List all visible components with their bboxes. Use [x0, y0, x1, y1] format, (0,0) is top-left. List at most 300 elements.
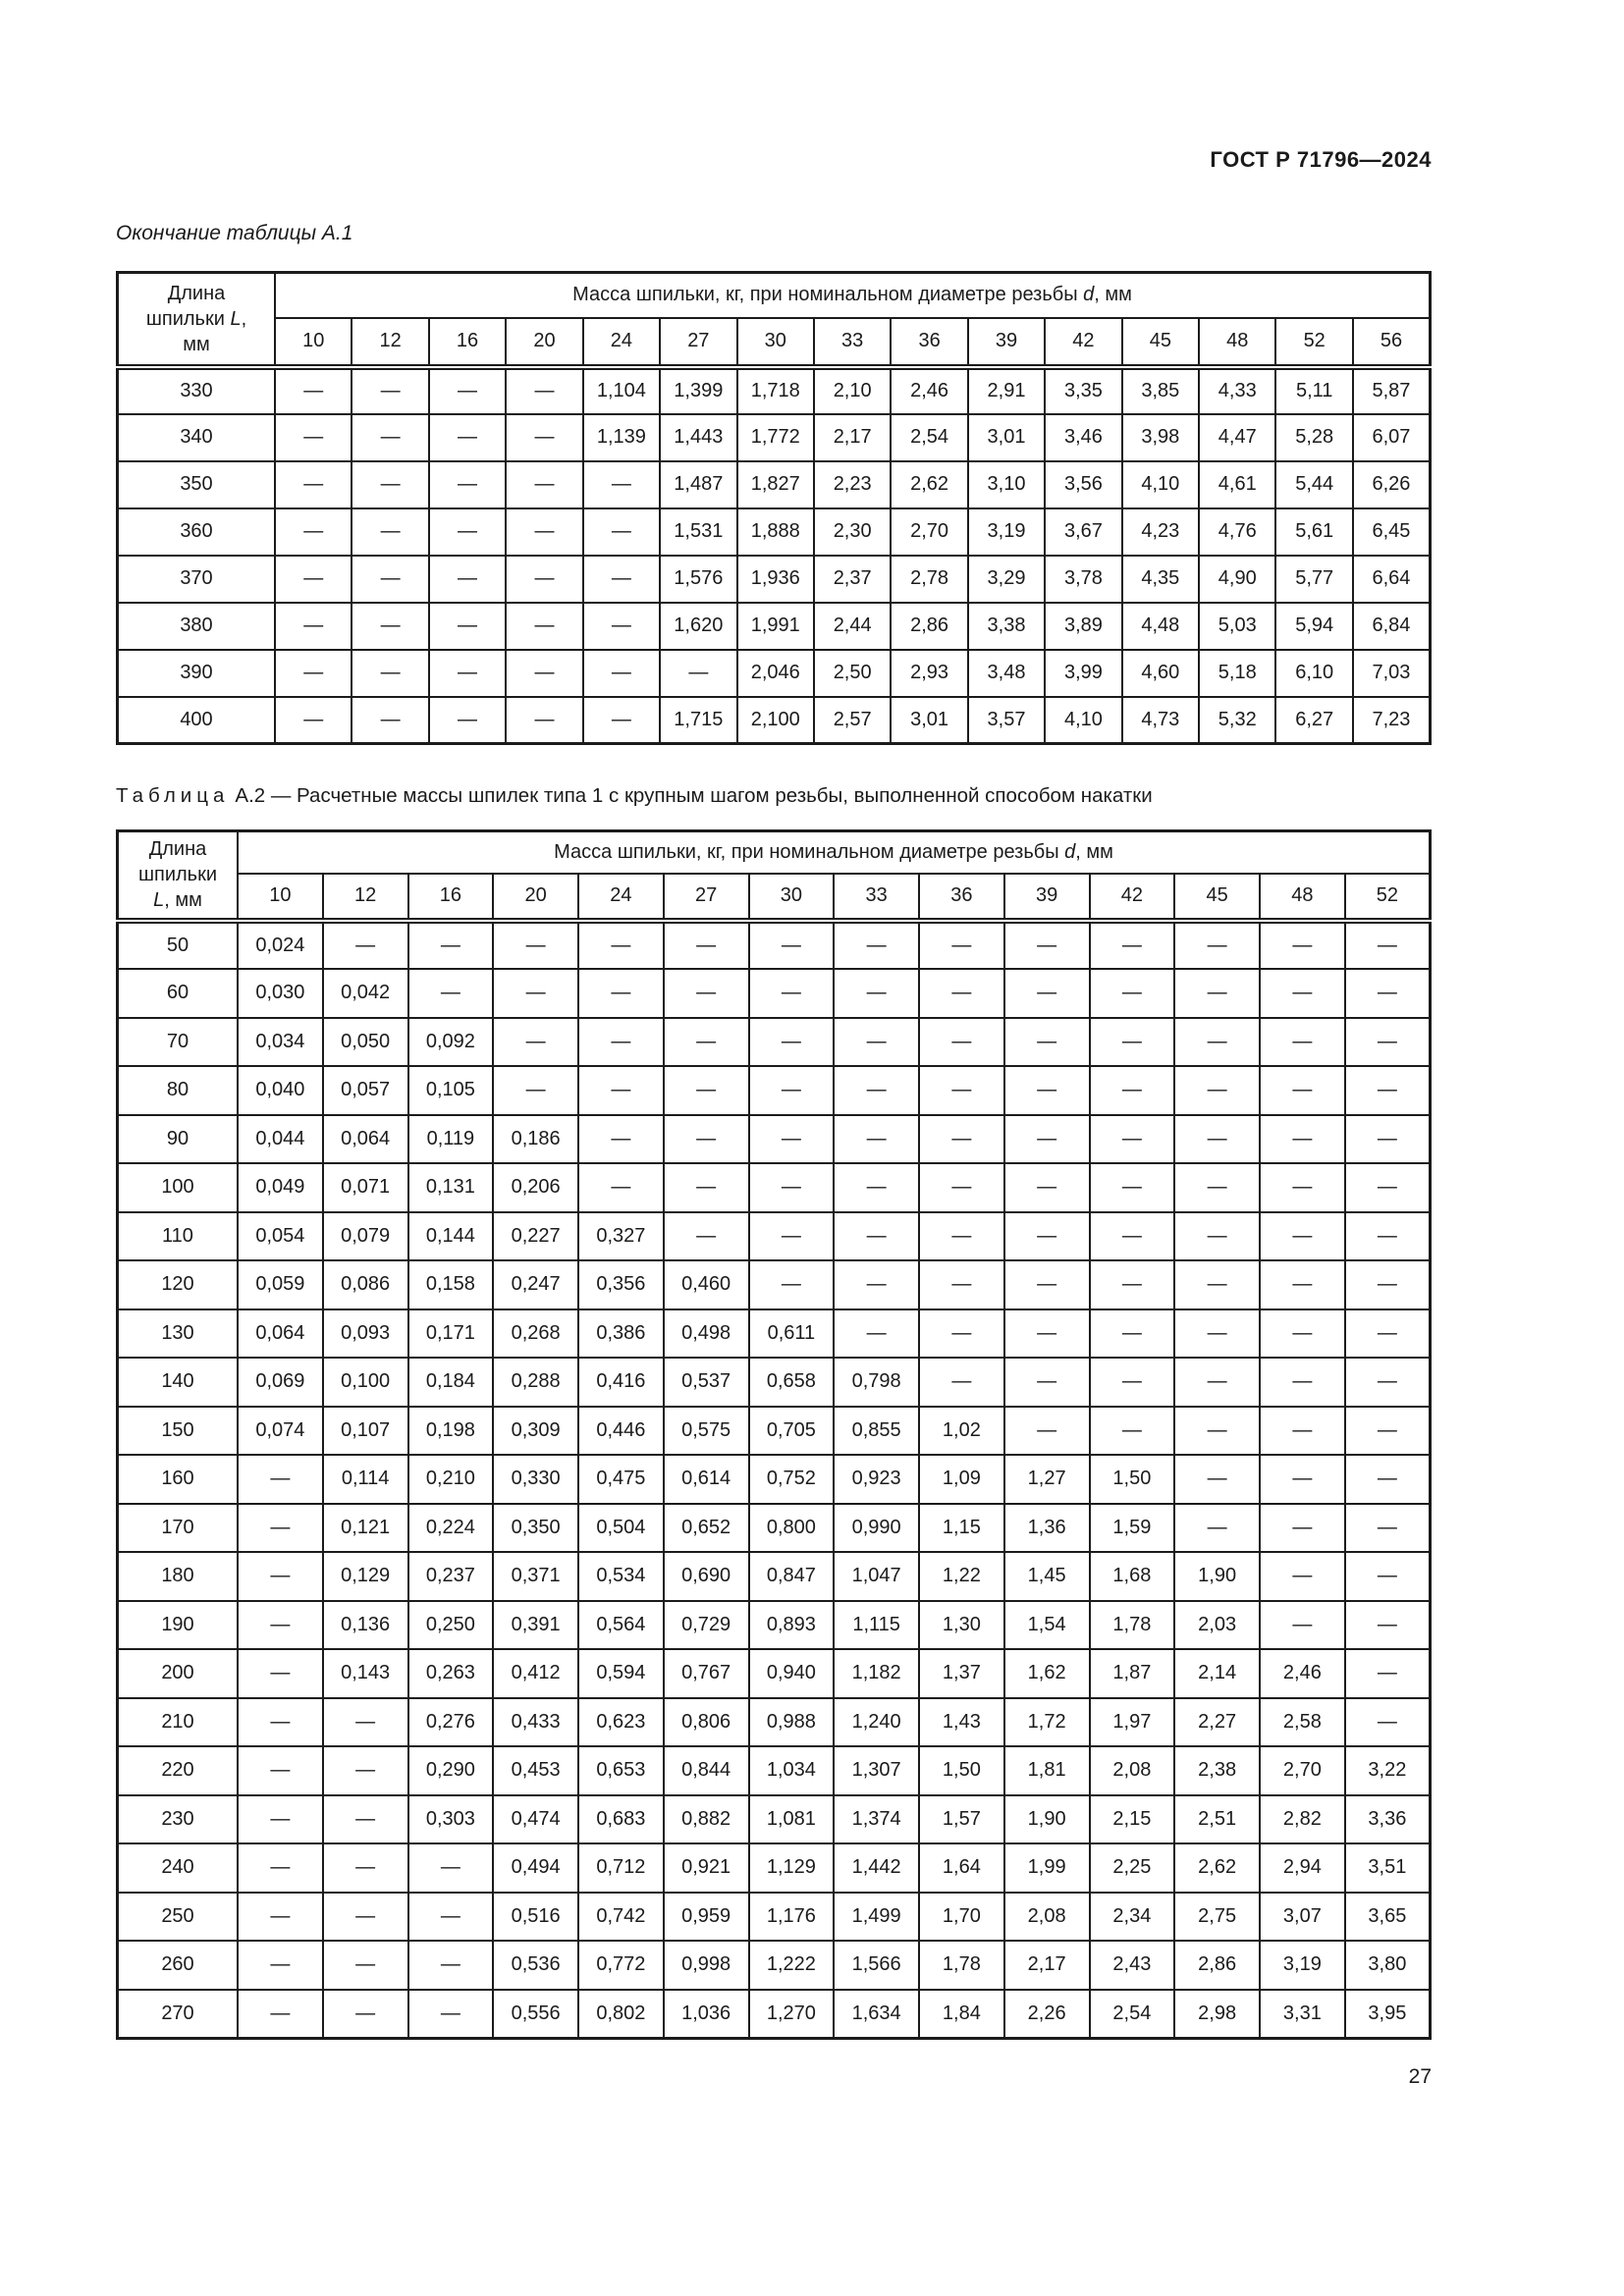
mass-cell: 1,047: [834, 1552, 919, 1601]
mass-cell: —: [919, 1163, 1004, 1212]
mass-cell: 0,263: [408, 1649, 494, 1698]
mass-cell: —: [238, 1649, 323, 1698]
mass-cell: 0,556: [493, 1990, 578, 2039]
table-row: [118, 1601, 1431, 1650]
mass-cell: 1,97: [1090, 1698, 1175, 1747]
length-column-header: [118, 831, 239, 921]
mass-cell: 5,94: [1275, 603, 1352, 650]
length-cell: 260: [118, 1941, 239, 1990]
mass-cell: 6,26: [1353, 461, 1431, 508]
mass-cell: 1,64: [919, 1843, 1004, 1893]
mass-cell: 2,15: [1090, 1795, 1175, 1844]
mass-cell: —: [578, 921, 664, 970]
mass-cell: 1,22: [919, 1552, 1004, 1601]
mass-cell: 0,800: [749, 1504, 835, 1553]
mass-cell: —: [1260, 1407, 1345, 1456]
mass-cell: —: [1345, 1309, 1431, 1359]
mass-cell: 0,475: [578, 1455, 664, 1504]
mass-cell: 1,566: [834, 1941, 919, 1990]
mass-cell: —: [1004, 1358, 1090, 1407]
mass-cell: —: [1004, 1309, 1090, 1359]
mass-cell: 1,827: [737, 461, 814, 508]
mass-cell: 5,44: [1275, 461, 1352, 508]
mass-cell: —: [749, 1066, 835, 1115]
mass-cell: —: [506, 650, 582, 697]
mass-cell: 2,26: [1004, 1990, 1090, 2039]
mass-cell: 0,064: [323, 1115, 408, 1164]
mass-cell: 3,99: [1045, 650, 1121, 697]
mass-cell: —: [238, 1698, 323, 1747]
mass-cell: —: [1090, 969, 1175, 1018]
mass-cell: 1,307: [834, 1746, 919, 1795]
mass-cell: 0,030: [238, 969, 323, 1018]
mass-cell: 0,198: [408, 1407, 494, 1456]
diameter-header-cell: 30: [737, 318, 814, 367]
table-row: [118, 1260, 1431, 1309]
mass-cell: 1,129: [749, 1843, 835, 1893]
mass-cell: 0,453: [493, 1746, 578, 1795]
mass-cell: 0,802: [578, 1990, 664, 2039]
mass-cell: 4,47: [1199, 414, 1275, 461]
mass-cell: 6,10: [1275, 650, 1352, 697]
mass-cell: 0,171: [408, 1309, 494, 1359]
mass-cell: 2,08: [1090, 1746, 1175, 1795]
mass-cell: —: [506, 461, 582, 508]
mass-cell: —: [238, 1843, 323, 1893]
length-cell: 130: [118, 1309, 239, 1359]
mass-cell: 0,536: [493, 1941, 578, 1990]
mass-cell: 4,23: [1122, 508, 1199, 556]
mass-cell: 0,611: [749, 1309, 835, 1359]
mass-cell: —: [506, 603, 582, 650]
length-cell: 180: [118, 1552, 239, 1601]
mass-cell: 3,65: [1345, 1893, 1431, 1942]
mass-cell: —: [1090, 1212, 1175, 1261]
mass-cell: 2,82: [1260, 1795, 1345, 1844]
length-cell: 190: [118, 1601, 239, 1650]
mass-cell: 0,416: [578, 1358, 664, 1407]
mass-cell: —: [408, 1893, 494, 1942]
mass-cell: 1,70: [919, 1893, 1004, 1942]
mass-cell: 6,07: [1353, 414, 1431, 461]
mass-cell: —: [1260, 1212, 1345, 1261]
length-cell: 90: [118, 1115, 239, 1164]
mass-cell: 2,25: [1090, 1843, 1175, 1893]
mass-cell: 0,752: [749, 1455, 835, 1504]
mass-cell: —: [1174, 1358, 1260, 1407]
mass-cell: —: [664, 1115, 749, 1164]
mass-cell: —: [919, 1260, 1004, 1309]
mass-cell: 2,100: [737, 697, 814, 744]
mass-cell: —: [1174, 921, 1260, 970]
mass-cell: —: [1260, 1309, 1345, 1359]
mass-cell: 0,494: [493, 1843, 578, 1893]
diameter-header-cell: 16: [408, 874, 494, 921]
mass-cell: 0,290: [408, 1746, 494, 1795]
diameter-header-cell: 33: [814, 318, 891, 367]
mass-cell: 0,121: [323, 1504, 408, 1553]
mass-cell: 3,36: [1345, 1795, 1431, 1844]
mass-cell: 1,15: [919, 1504, 1004, 1553]
mass-cell: 0,049: [238, 1163, 323, 1212]
diameter-header-cell: 39: [968, 318, 1045, 367]
mass-cell: 0,990: [834, 1504, 919, 1553]
mass-cell: 5,77: [1275, 556, 1352, 603]
table-row: [118, 1843, 1431, 1893]
mass-cell: —: [408, 969, 494, 1018]
mass-cell: —: [834, 1212, 919, 1261]
diameter-header-cell: 10: [238, 874, 323, 921]
mass-cell: —: [919, 1212, 1004, 1261]
mass-cell: 0,658: [749, 1358, 835, 1407]
mass-cell: 2,46: [1260, 1649, 1345, 1698]
mass-cell: —: [1345, 1018, 1431, 1067]
mass-cell: 1,81: [1004, 1746, 1090, 1795]
length-cell: 340: [118, 414, 276, 461]
mass-cell: —: [506, 697, 582, 744]
diameter-header-cell: 39: [1004, 874, 1090, 921]
mass-cell: —: [1090, 1260, 1175, 1309]
mass-cell: —: [583, 508, 660, 556]
mass-cell: —: [664, 969, 749, 1018]
mass-cell: —: [323, 1941, 408, 1990]
mass-cell: 0,534: [578, 1552, 664, 1601]
diameter-header-cell: 33: [834, 874, 919, 921]
mass-cell: —: [408, 1843, 494, 1893]
mass-cell: —: [834, 1163, 919, 1212]
length-header-line: L, мм: [153, 889, 202, 912]
mass-cell: 0,705: [749, 1407, 835, 1456]
mass-cell: 1,718: [737, 367, 814, 414]
mass-cell: 0,564: [578, 1601, 664, 1650]
mass-cell: —: [1345, 1066, 1431, 1115]
mass-cell: 0,504: [578, 1504, 664, 1553]
mass-cell: 5,87: [1353, 367, 1431, 414]
diameter-header-cell: 16: [429, 318, 506, 367]
mass-cell: —: [664, 1018, 749, 1067]
mass-cell: 1,240: [834, 1698, 919, 1747]
length-column-header: [118, 273, 276, 367]
diameter-header-cell: 45: [1122, 318, 1199, 367]
mass-cell: —: [352, 414, 428, 461]
mass-cell: 0,614: [664, 1455, 749, 1504]
mass-cell: —: [1260, 1504, 1345, 1553]
mass-cell: 1,176: [749, 1893, 835, 1942]
diameter-header-cell: 24: [578, 874, 664, 921]
mass-cell: 0,093: [323, 1309, 408, 1359]
mass-cell: —: [1174, 1018, 1260, 1067]
mass-cell: —: [834, 969, 919, 1018]
mass-cell: 3,85: [1122, 367, 1199, 414]
mass-cell: 0,712: [578, 1843, 664, 1893]
mass-cell: 1,888: [737, 508, 814, 556]
mass-cell: 0,474: [493, 1795, 578, 1844]
table-row: [118, 1893, 1431, 1942]
mass-cell: —: [323, 1795, 408, 1844]
mass-cell: 3,38: [968, 603, 1045, 650]
length-cell: 100: [118, 1163, 239, 1212]
mass-cell: —: [238, 1455, 323, 1504]
mass-cell: 1,59: [1090, 1504, 1175, 1553]
mass-cell: —: [749, 1018, 835, 1067]
length-cell: 150: [118, 1407, 239, 1456]
mass-cell: —: [919, 1066, 1004, 1115]
length-cell: 50: [118, 921, 239, 970]
mass-cell: 0,288: [493, 1358, 578, 1407]
mass-cell: 3,78: [1045, 556, 1121, 603]
header-row-top: [118, 831, 1431, 874]
mass-cell: 2,70: [1260, 1746, 1345, 1795]
mass-cell: —: [1345, 1601, 1431, 1650]
mass-cell: 0,988: [749, 1698, 835, 1747]
mass-cell: 3,19: [1260, 1941, 1345, 1990]
mass-cell: 0,940: [749, 1649, 835, 1698]
mass-cell: 0,079: [323, 1212, 408, 1261]
mass-cell: 0,412: [493, 1649, 578, 1698]
table-row: [118, 1163, 1431, 1212]
mass-cell: 0,044: [238, 1115, 323, 1164]
mass-cell: —: [1174, 1115, 1260, 1164]
length-cell: 270: [118, 1990, 239, 2039]
mass-cell: 1,442: [834, 1843, 919, 1893]
mass-cell: —: [1004, 1163, 1090, 1212]
mass-cell: 0,767: [664, 1649, 749, 1698]
mass-cell: 0,074: [238, 1407, 323, 1456]
table-row: [118, 650, 1431, 697]
table-row: [118, 367, 1431, 414]
mass-cell: 5,32: [1199, 697, 1275, 744]
mass-cell: 0,247: [493, 1260, 578, 1309]
mass-cell: 1,634: [834, 1990, 919, 2039]
mass-cell: 1,443: [660, 414, 736, 461]
mass-cell: —: [506, 414, 582, 461]
table-a1: [116, 271, 1432, 745]
mass-cell: 0,064: [238, 1309, 323, 1359]
document-code: ГОСТ Р 71796—2024: [1210, 147, 1432, 172]
length-cell: 240: [118, 1843, 239, 1893]
table-row: [118, 1309, 1431, 1359]
mass-cell: 0,186: [493, 1115, 578, 1164]
mass-cell: —: [493, 1066, 578, 1115]
mass-cell: —: [1004, 1018, 1090, 1067]
mass-cell: 1,57: [919, 1795, 1004, 1844]
mass-cell: 1,72: [1004, 1698, 1090, 1747]
mass-cell: 0,575: [664, 1407, 749, 1456]
mass-cell: —: [749, 1212, 835, 1261]
mass-cell: 4,76: [1199, 508, 1275, 556]
table-row: [118, 1795, 1431, 1844]
mass-cell: —: [506, 367, 582, 414]
mass-cell: 0,024: [238, 921, 323, 970]
mass-cell: —: [238, 1552, 323, 1601]
mass-cell: 4,61: [1199, 461, 1275, 508]
mass-cell: —: [1090, 1309, 1175, 1359]
mass-cell: —: [578, 1066, 664, 1115]
mass-cell: —: [834, 921, 919, 970]
mass-cell: 1,081: [749, 1795, 835, 1844]
mass-cell: 3,80: [1345, 1941, 1431, 1990]
mass-cell: 1,104: [583, 367, 660, 414]
mass-cell: 0,184: [408, 1358, 494, 1407]
mass-cell: —: [408, 921, 494, 970]
table-row: [118, 1941, 1431, 1990]
diameter-header-cell: 12: [323, 874, 408, 921]
mass-cell: 3,46: [1045, 414, 1121, 461]
length-cell: 400: [118, 697, 276, 744]
mass-cell: 0,050: [323, 1018, 408, 1067]
mass-cell: 0,136: [323, 1601, 408, 1650]
mass-cell: 3,98: [1122, 414, 1199, 461]
length-cell: 60: [118, 969, 239, 1018]
mass-cell: —: [238, 1601, 323, 1650]
mass-cell: —: [429, 414, 506, 461]
mass-cell: —: [660, 650, 736, 697]
mass-cell: —: [1260, 1552, 1345, 1601]
mass-cell: 2,62: [891, 461, 967, 508]
mass-cell: —: [1004, 1212, 1090, 1261]
diameter-header-cell: 48: [1260, 874, 1345, 921]
mass-cell: 1,991: [737, 603, 814, 650]
mass-cell: 1,139: [583, 414, 660, 461]
mass-cell: 0,129: [323, 1552, 408, 1601]
mass-cell: —: [1004, 921, 1090, 970]
mass-cell: 1,45: [1004, 1552, 1090, 1601]
table-row: [118, 1066, 1431, 1115]
mass-cell: —: [1345, 921, 1431, 970]
mass-cell: 1,034: [749, 1746, 835, 1795]
mass-cell: 0,847: [749, 1552, 835, 1601]
length-header-line: мм: [183, 333, 210, 355]
mass-cell: —: [1345, 1358, 1431, 1407]
mass-cell: 0,143: [323, 1649, 408, 1698]
mass-cell: —: [664, 1163, 749, 1212]
mass-cell: 4,10: [1122, 461, 1199, 508]
mass-cell: 0,224: [408, 1504, 494, 1553]
mass-cell: 1,90: [1174, 1552, 1260, 1601]
mass-cell: 2,046: [737, 650, 814, 697]
table-a1-continuation-caption: Окончание таблицы А.1: [116, 222, 353, 244]
diameter-header-row: [118, 318, 1431, 367]
mass-cell: 1,84: [919, 1990, 1004, 2039]
length-cell: 370: [118, 556, 276, 603]
table-row: [118, 1115, 1431, 1164]
length-cell: 120: [118, 1260, 239, 1309]
mass-cell: 3,95: [1345, 1990, 1431, 2039]
mass-cell: 0,516: [493, 1893, 578, 1942]
mass-cell: 2,10: [814, 367, 891, 414]
mass-cell: 1,36: [1004, 1504, 1090, 1553]
mass-cell: —: [1260, 1260, 1345, 1309]
mass-span-header: Масса шпильки, кг, при номинальном диаметре резьбы d, мм: [275, 273, 1431, 318]
mass-cell: 3,67: [1045, 508, 1121, 556]
mass-cell: —: [1174, 1163, 1260, 1212]
mass-cell: —: [429, 697, 506, 744]
mass-cell: 2,54: [1090, 1990, 1175, 2039]
mass-cell: 0,071: [323, 1163, 408, 1212]
mass-cell: 2,75: [1174, 1893, 1260, 1942]
mass-cell: —: [834, 1309, 919, 1359]
mass-cell: 0,386: [578, 1309, 664, 1359]
mass-cell: 0,798: [834, 1358, 919, 1407]
diameter-header-cell: 27: [660, 318, 736, 367]
mass-cell: 0,690: [664, 1552, 749, 1601]
mass-cell: —: [323, 1893, 408, 1942]
mass-cell: 1,54: [1004, 1601, 1090, 1650]
mass-cell: 3,89: [1045, 603, 1121, 650]
mass-cell: —: [583, 556, 660, 603]
mass-cell: 6,84: [1353, 603, 1431, 650]
mass-cell: 5,11: [1275, 367, 1352, 414]
mass-cell: 3,01: [891, 697, 967, 744]
mass-cell: 0,054: [238, 1212, 323, 1261]
mass-cell: 0,959: [664, 1893, 749, 1942]
diameter-header-cell: 20: [506, 318, 582, 367]
mass-cell: 5,03: [1199, 603, 1275, 650]
mass-cell: 1,936: [737, 556, 814, 603]
mass-cell: —: [919, 1018, 1004, 1067]
mass-cell: 0,998: [664, 1941, 749, 1990]
mass-cell: 0,144: [408, 1212, 494, 1261]
mass-cell: —: [506, 556, 582, 603]
mass-cell: —: [1004, 1115, 1090, 1164]
mass-cell: 1,37: [919, 1649, 1004, 1698]
mass-cell: 0,086: [323, 1260, 408, 1309]
mass-cell: 3,07: [1260, 1893, 1345, 1942]
mass-cell: 1,620: [660, 603, 736, 650]
length-cell: 250: [118, 1893, 239, 1942]
table-row: [118, 697, 1431, 744]
mass-cell: —: [749, 1163, 835, 1212]
mass-cell: —: [1174, 1260, 1260, 1309]
mass-cell: 2,44: [814, 603, 891, 650]
table-row: [118, 1552, 1431, 1601]
diameter-header-cell: 56: [1353, 318, 1431, 367]
mass-cell: 2,08: [1004, 1893, 1090, 1942]
mass-cell: 7,03: [1353, 650, 1431, 697]
mass-cell: —: [919, 969, 1004, 1018]
mass-cell: 1,399: [660, 367, 736, 414]
diameter-header-cell: 24: [583, 318, 660, 367]
length-header-line: Длина: [148, 838, 207, 861]
length-cell: 220: [118, 1746, 239, 1795]
mass-cell: —: [664, 1066, 749, 1115]
mass-cell: —: [408, 1941, 494, 1990]
mass-cell: —: [352, 367, 428, 414]
header-row-top: [118, 273, 1431, 318]
mass-cell: —: [238, 1746, 323, 1795]
mass-cell: —: [834, 1260, 919, 1309]
mass-cell: —: [1260, 1601, 1345, 1650]
table-row: [118, 1504, 1431, 1553]
length-cell: 70: [118, 1018, 239, 1067]
mass-cell: 0,683: [578, 1795, 664, 1844]
mass-cell: —: [323, 1843, 408, 1893]
mass-cell: 2,14: [1174, 1649, 1260, 1698]
mass-cell: 0,371: [493, 1552, 578, 1601]
mass-cell: —: [493, 1018, 578, 1067]
mass-cell: 2,50: [814, 650, 891, 697]
table-row: [118, 1990, 1431, 2039]
mass-cell: —: [493, 969, 578, 1018]
mass-cell: —: [429, 461, 506, 508]
mass-cell: 0,806: [664, 1698, 749, 1747]
mass-cell: —: [238, 1941, 323, 1990]
table-row: [118, 1455, 1431, 1504]
mass-cell: 0,391: [493, 1601, 578, 1650]
mass-cell: 0,057: [323, 1066, 408, 1115]
mass-cell: 0,882: [664, 1795, 749, 1844]
mass-cell: 3,56: [1045, 461, 1121, 508]
